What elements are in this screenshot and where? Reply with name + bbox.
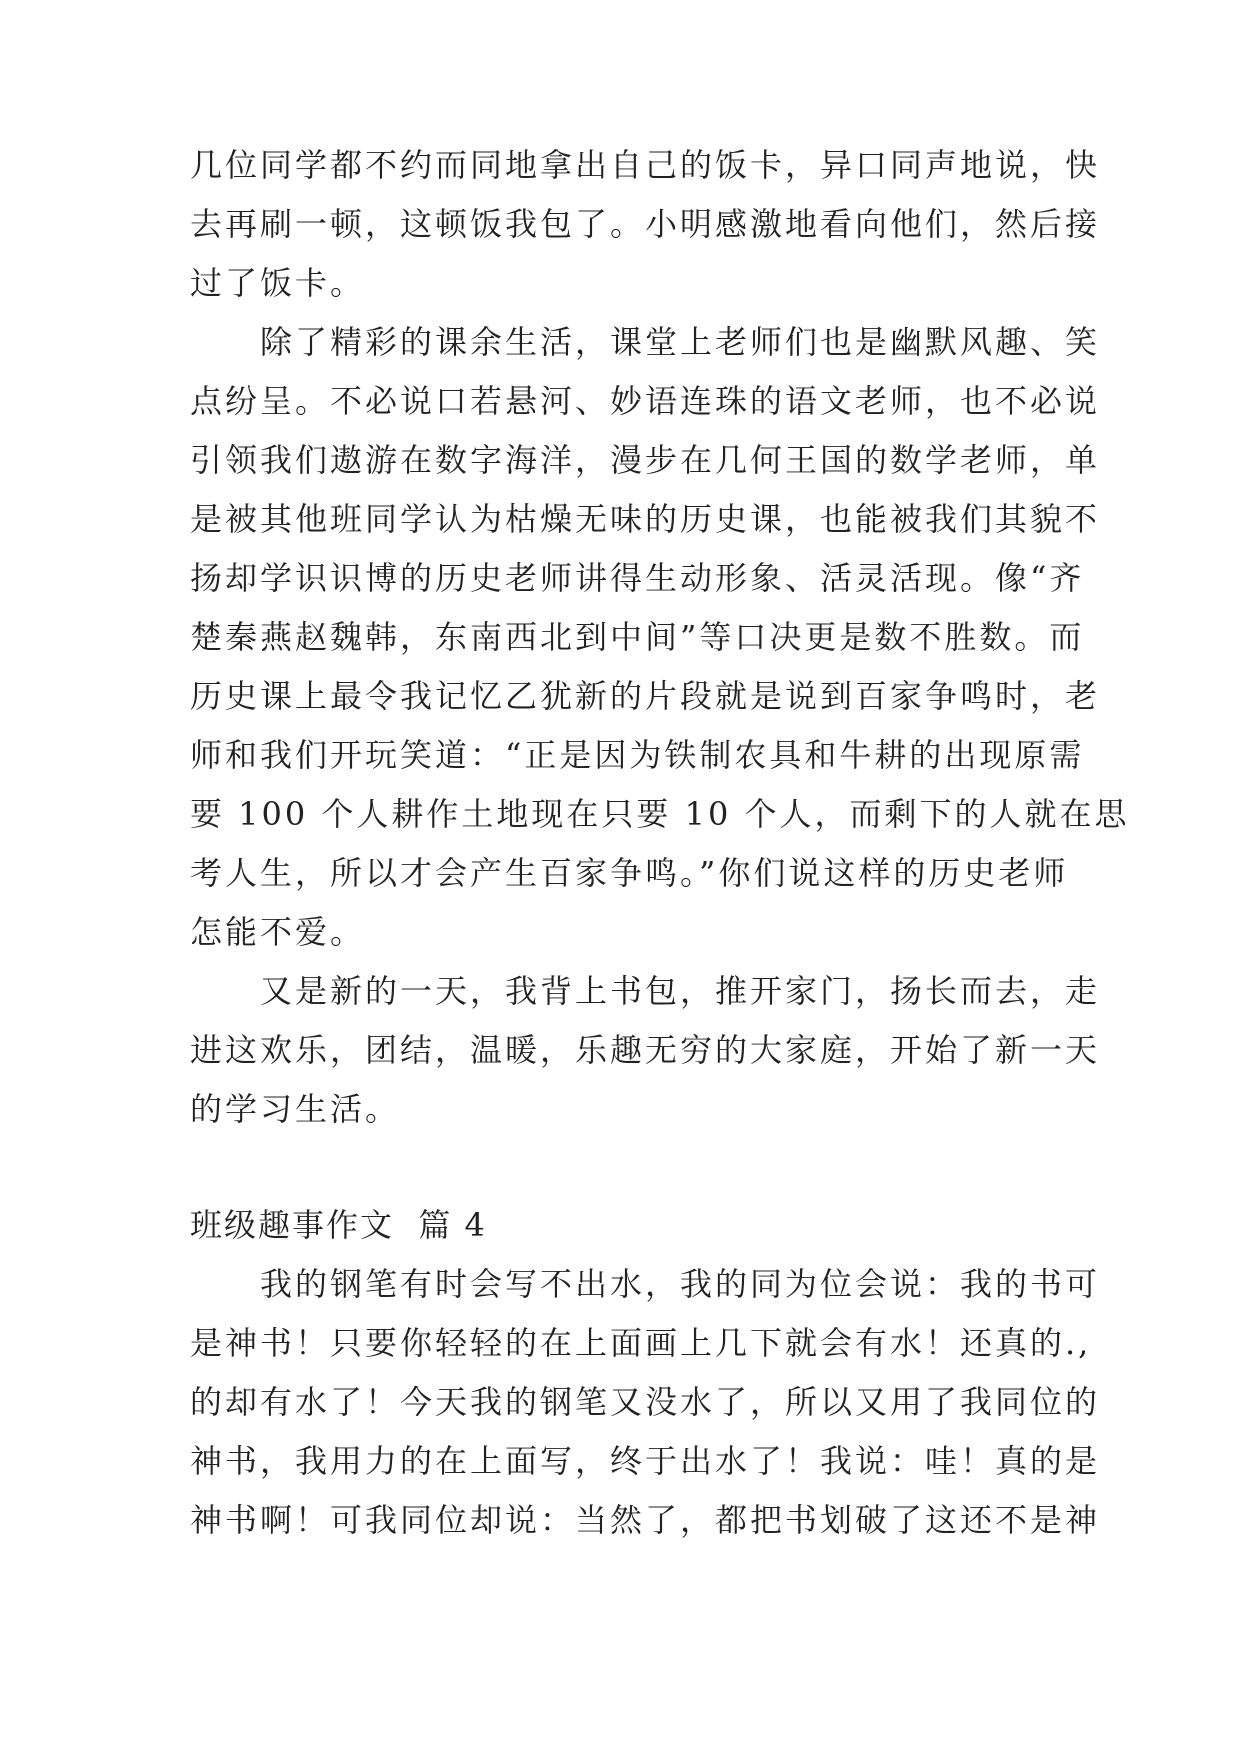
paragraph-line: 师和我们开玩笑道：“正是因为铁制农具和牛耕的出现原需: [190, 736, 1085, 774]
paragraph-line: 除了精彩的课余生活，课堂上老师们也是幽默风趣、笑: [190, 323, 1101, 361]
paragraph-line: 考人生，所以才会产生百家争鸣。”你们说这样的历史老师: [190, 854, 1069, 892]
paragraph-line: 怎能不爱。: [190, 913, 366, 951]
paragraph-line: 过了饭卡。: [190, 264, 366, 302]
paragraph-line: 又是新的一天，我背上书包，推开家门，扬长而去，走: [190, 972, 1101, 1010]
paragraph-line: 点纷呈。不必说口若悬河、妙语连珠的语文老师，也不必说: [190, 382, 1101, 420]
paragraph-line: 是神书！只要你轻轻的在上面画上几下就会有水！还真的.,: [190, 1324, 1092, 1362]
paragraph-line: 的却有水了！今天我的钢笔又没水了，所以又用了我同位的: [190, 1383, 1101, 1421]
paragraph-line: 是被其他班同学认为枯燥无味的历史课，也能被我们其貌不: [190, 500, 1101, 538]
paragraph-line: 的学习生活。: [190, 1090, 401, 1128]
paragraph-line: 历史课上最令我记忆乙犹新的片段就是说到百家争鸣时，老: [190, 677, 1101, 715]
paragraph-line: 神书，我用力的在上面写，终于出水了！我说：哇！真的是: [190, 1442, 1101, 1480]
paragraph-line: 神书啊！可我同位却说：当然了，都把书划破了这还不是神: [190, 1501, 1101, 1539]
paragraph-line: 去再刷一顿，这顿饭我包了。小明感激地看向他们，然后接: [190, 205, 1101, 243]
paragraph-line: 几位同学都不约而同地拿出自己的饭卡，异口同声地说，快: [190, 146, 1101, 184]
paragraph-line: 要 100 个人耕作土地现在只要 10 个人，而剩下的人就在思: [190, 795, 1130, 833]
paragraph-line: 引领我们遨游在数字海洋，漫步在几何王国的数学老师，单: [190, 441, 1101, 479]
paragraph-line: 扬却学识识博的历史老师讲得生动形象、活灵活现。像“齐: [190, 559, 1085, 597]
paragraph-line: 楚秦燕赵魏韩，东南西北到中间”等口决更是数不胜数。而: [190, 618, 1085, 656]
section-heading: 班级趣事作文 篇 4: [190, 1206, 487, 1244]
paragraph-line: 进这欢乐，团结，温暖，乐趣无穷的大家庭，开始了新一天: [190, 1031, 1101, 1069]
paragraph-line: 我的钢笔有时会写不出水，我的同为位会说：我的书可: [190, 1265, 1101, 1303]
document-page: [190, 0, 1130, 1754]
